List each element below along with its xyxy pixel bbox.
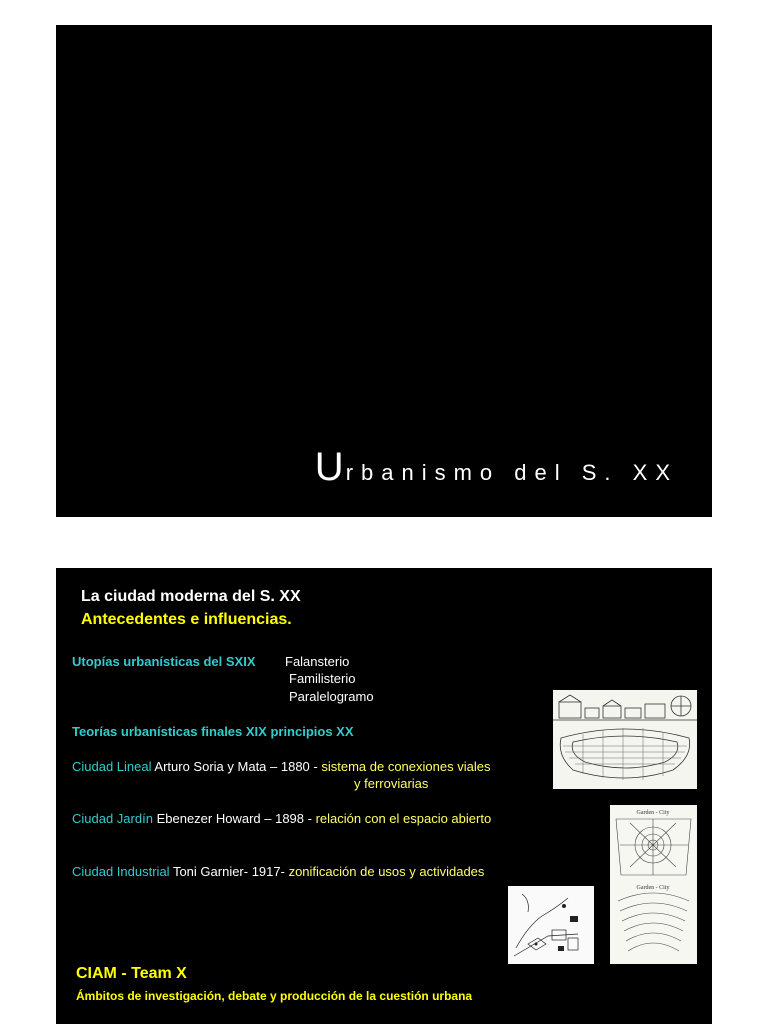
title-slide bbox=[56, 25, 712, 517]
slide-title bbox=[315, 445, 678, 490]
ciudad-lineal-desc-2: y ferroviarias bbox=[354, 776, 429, 791]
ciudad-jardin-author: Ebenezer Howard – 1898 - bbox=[156, 811, 312, 826]
utopias-label: Utopías urbanísticas del SXIX bbox=[72, 654, 256, 669]
garden-city-diagram bbox=[610, 805, 697, 964]
slide-subheading: Antecedentes e influencias. bbox=[81, 611, 292, 628]
diagram-caption-bottom: Garden - City bbox=[636, 885, 670, 891]
teorias-label: Teorías urbanísticas finales XIX principios XX bbox=[72, 724, 354, 739]
ciudad-lineal-line bbox=[72, 759, 490, 774]
diagram-caption-top: Garden - City bbox=[636, 810, 670, 816]
utopias-item: Paralelogramo bbox=[289, 689, 374, 704]
content-slide bbox=[56, 568, 712, 1024]
utopias-item: Familisterio bbox=[289, 671, 356, 686]
slide-heading: La ciudad moderna del S. XX bbox=[81, 588, 301, 605]
ciudad-jardin-label: Ciudad Jardín bbox=[72, 811, 153, 826]
ciudad-industrial-author: Toni Garnier- 1917- bbox=[172, 864, 285, 879]
ciudad-lineal-desc: sistema de conexiones viales bbox=[321, 759, 491, 774]
title-initial: U bbox=[314, 445, 346, 489]
ciudad-industrial-label: Ciudad Industrial bbox=[72, 864, 170, 879]
ciudad-industrial-desc: zonificación de usos y actividades bbox=[288, 864, 485, 879]
ciudad-jardin-line bbox=[72, 811, 491, 826]
ciudad-industrial-line bbox=[72, 864, 484, 879]
linear-city-illustration bbox=[553, 690, 697, 789]
industrial-city-plan bbox=[508, 886, 594, 964]
ciudad-lineal-author: Arturo Soria y Mata – 1880 - bbox=[154, 759, 318, 774]
ciudad-lineal-label: Ciudad Lineal bbox=[72, 759, 152, 774]
utopias-item: Falansterio bbox=[285, 654, 350, 669]
title-rest: rbanismo del S. XX bbox=[345, 460, 678, 485]
ciam-title: CIAM - Team X bbox=[76, 965, 187, 982]
ciudad-jardin-desc: relación con el espacio abierto bbox=[315, 811, 492, 826]
ciam-subtitle: Ámbitos de investigación, debate y producción de la cuestión urbana bbox=[76, 989, 473, 1003]
